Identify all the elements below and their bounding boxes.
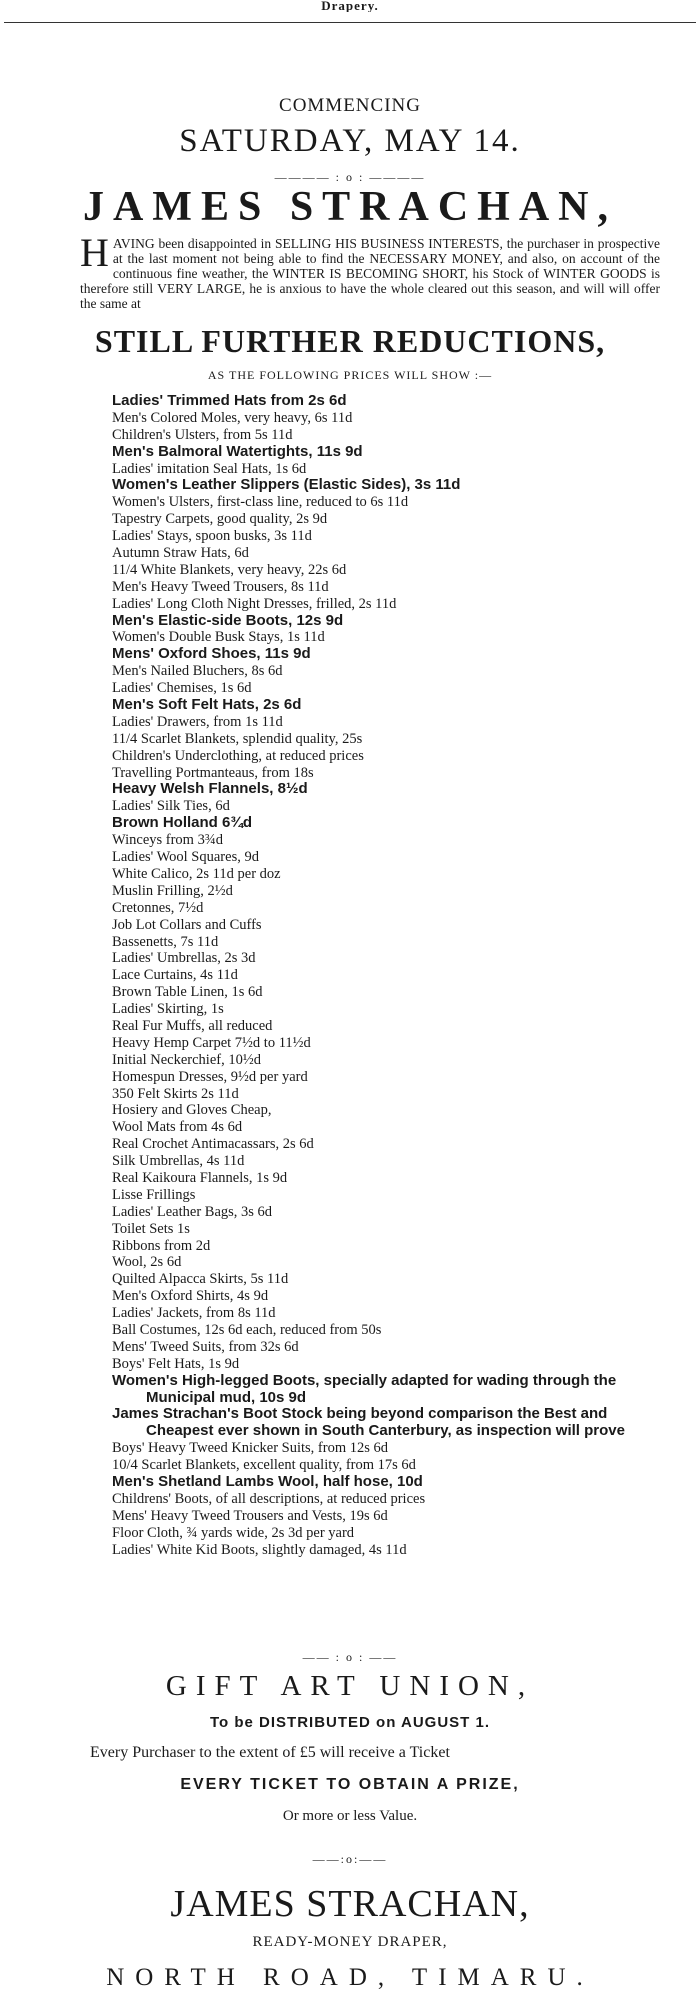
- divider-ornament-2: —— : o : ——: [302, 1650, 398, 1664]
- price-item: Ladies' Skirting, 1s: [112, 1001, 224, 1018]
- price-item: Mens' Tweed Suits, from 32s 6d: [112, 1338, 299, 1355]
- price-item: Men's Heavy Tweed Trousers, 8s 11d: [112, 578, 329, 595]
- price-item: Children's Ulsters, from 5s 11d: [112, 426, 293, 443]
- gift-art-union-heading: GIFT ART UNION,: [165, 1670, 535, 1702]
- intro-text: AVING been disappointed in SELLING HIS BUSINESS INTERESTS, the purchaser in prospective at the last moment not being able to find the NECESSARY MONEY, and also, on account of the continuous fine weather, the WINTER IS BECOMING SHORT, his Stock of WINTER GOODS is therefore still VERY LARGE, he is anxious to have the whole cleared out this season, and will will offer the same at: [80, 236, 660, 311]
- price-item: Ladies' Wool Squares, 9d: [112, 849, 259, 866]
- top-rule: [4, 22, 696, 23]
- following-prices-line: AS THE FOLLOWING PRICES WILL SHOW :—: [207, 368, 493, 382]
- reductions-heading: STILL FURTHER REDUCTIONS,: [94, 323, 606, 359]
- price-item: Ladies' Silk Ties, 6d: [112, 798, 230, 815]
- price-item: Ladies' White Kid Boots, slightly damaged, 4s 11d: [112, 1541, 407, 1558]
- price-item: 11/4 White Blankets, very heavy, 22s 6d: [112, 561, 347, 578]
- divider-ornament: ———— : o : ————: [274, 170, 426, 184]
- price-item: Hosiery and Gloves Cheap,: [112, 1102, 272, 1119]
- price-item: Men's Oxford Shirts, 4s 9d: [112, 1288, 269, 1305]
- price-item: Floor Cloth, ¾ yards wide, 2s 3d per yard: [112, 1524, 355, 1541]
- merchant-address: NORTH ROAD, TIMARU.: [106, 1964, 594, 1991]
- merchant-name: JAMES STRACHAN,: [82, 184, 618, 230]
- price-item: Ladies' imitation Seal Hats, 1s 6d: [112, 460, 307, 477]
- price-item: Job Lot Collars and Cuffs: [112, 916, 262, 933]
- price-item: Ball Costumes, 12s 6d each, reduced from 50s: [112, 1321, 382, 1338]
- price-item: Real Crochet Antimacassars, 2s 6d: [112, 1136, 314, 1153]
- price-item: Ladies' Stays, spoon busks, 3s 11d: [112, 528, 312, 545]
- price-item: Tapestry Carpets, good quality, 2s 9d: [112, 511, 328, 528]
- price-item: Women's Double Busk Stays, 1s 11d: [112, 629, 325, 646]
- ticket-prize-line: EVERY TICKET TO OBTAIN A PRIZE,: [180, 1776, 520, 1793]
- price-item: Brown Table Linen, 1s 6d: [112, 984, 263, 1001]
- price-item: Men's Soft Felt Hats, 2s 6d: [112, 697, 302, 714]
- ready-money-draper: READY-MONEY DRAPER,: [252, 1934, 448, 1950]
- price-item: Women's Leather Slippers (Elastic Sides), 3s 11d: [112, 477, 461, 494]
- price-item: Childrens' Boots, of all descriptions, at reduced prices: [112, 1490, 426, 1507]
- price-item: James Strachan's Boot Stock being beyond comparison the Best and Cheapest ever shown in South Canterbury, as inspection will prove: [112, 1406, 625, 1440]
- price-item: Ladies' Umbrellas, 2s 3d: [112, 950, 256, 967]
- drop-cap: H: [80, 230, 109, 275]
- price-item: 350 Felt Skirts 2s 11d: [112, 1085, 239, 1102]
- price-item: Silk Umbrellas, 4s 11d: [112, 1153, 245, 1170]
- sale-date: SATURDAY, MAY 14.: [179, 123, 521, 159]
- price-item: Real Kaikoura Flannels, 1s 9d: [112, 1169, 288, 1186]
- price-item: Muslin Frilling, 2½d: [112, 882, 233, 899]
- price-item: Women's High-legged Boots, specially adapted for wading through the Municipal mud, 10s 9d: [112, 1372, 617, 1406]
- price-item: Men's Balmoral Watertights, 11s 9d: [112, 443, 363, 460]
- price-item: Cretonnes, 7½d: [112, 899, 204, 916]
- price-item: Men's Shetland Lambs Wool, half hose, 10d: [112, 1474, 423, 1491]
- price-item: Ladies' Jackets, from 8s 11d: [112, 1305, 276, 1322]
- price-item: Ladies' Chemises, 1s 6d: [112, 680, 252, 697]
- price-item: Initial Neckerchief, 10½d: [112, 1051, 261, 1068]
- price-item: Children's Underclothing, at reduced prices: [112, 747, 364, 764]
- value-line: Or more or less Value.: [282, 1808, 418, 1824]
- price-item: Ladies' Leather Bags, 3s 6d: [112, 1203, 273, 1220]
- price-item: Quilted Alpacca Skirts, 5s 11d: [112, 1271, 289, 1288]
- price-item: Mens' Heavy Tweed Trousers and Vests, 19s 6d: [112, 1507, 388, 1524]
- divider-ornament-3: ——:o:——: [312, 1852, 388, 1866]
- price-item: Mens' Oxford Shoes, 11s 9d: [112, 646, 311, 663]
- price-item: Men's Nailed Bluchers, 8s 6d: [112, 663, 283, 680]
- price-item: Homespun Dresses, 9½d per yard: [112, 1068, 308, 1085]
- price-item: 11/4 Scarlet Blankets, splendid quality, 25s: [112, 730, 363, 747]
- price-item: Ribbons from 2d: [112, 1237, 211, 1254]
- price-item: Lisse Frillings: [112, 1186, 196, 1203]
- price-list: [112, 393, 672, 1559]
- price-item: Toilet Sets 1s: [112, 1220, 190, 1237]
- intro-paragraph: [80, 230, 660, 311]
- price-item: Wool, 2s 6d: [112, 1254, 182, 1271]
- commencing-label: COMMENCING: [279, 95, 421, 116]
- price-item: 10/4 Scarlet Blankets, excellent quality, from 17s 6d: [112, 1457, 416, 1474]
- price-item: Men's Elastic-side Boots, 12s 9d: [112, 612, 344, 629]
- price-item: Heavy Welsh Flannels, 8½d: [112, 781, 308, 798]
- price-item: Wool Mats from 4s 6d: [112, 1119, 243, 1136]
- section-header: Drapery.: [321, 0, 379, 12]
- price-item: Real Fur Muffs, all reduced: [112, 1017, 273, 1034]
- price-item: Heavy Hemp Carpet 7½d to 11½d: [112, 1034, 311, 1051]
- price-item: Men's Colored Moles, very heavy, 6s 11d: [112, 409, 353, 426]
- price-item: Autumn Straw Hats, 6d: [112, 545, 249, 562]
- price-item: White Calico, 2s 11d per doz: [112, 865, 281, 882]
- price-item: Ladies' Trimmed Hats from 2s 6d: [112, 393, 347, 409]
- price-item: Brown Holland 6¾d: [112, 815, 253, 832]
- price-item: Travelling Portmanteaus, from 18s: [112, 764, 314, 781]
- price-item: Bassenetts, 7s 11d: [112, 933, 219, 950]
- price-item: Ladies' Long Cloth Night Dresses, frilled, 2s 11d: [112, 595, 397, 612]
- purchaser-ticket-line: Every Purchaser to the extent of £5 will receive a Ticket: [90, 1744, 450, 1761]
- price-item: Boys' Heavy Tweed Knicker Suits, from 12s 6d: [112, 1440, 388, 1457]
- price-item: Women's Ulsters, first-class line, reduced to 6s 11d: [112, 494, 409, 511]
- price-item: Winceys from 3¾d: [112, 832, 223, 849]
- price-item: Boys' Felt Hats, 1s 9d: [112, 1355, 240, 1372]
- distribution-date: To be DISTRIBUTED on AUGUST 1.: [210, 1714, 490, 1731]
- price-item: Ladies' Drawers, from 1s 11d: [112, 713, 283, 730]
- merchant-name-footer: JAMES STRACHAN,: [170, 1883, 530, 1925]
- price-item: Lace Curtains, 4s 11d: [112, 967, 238, 984]
